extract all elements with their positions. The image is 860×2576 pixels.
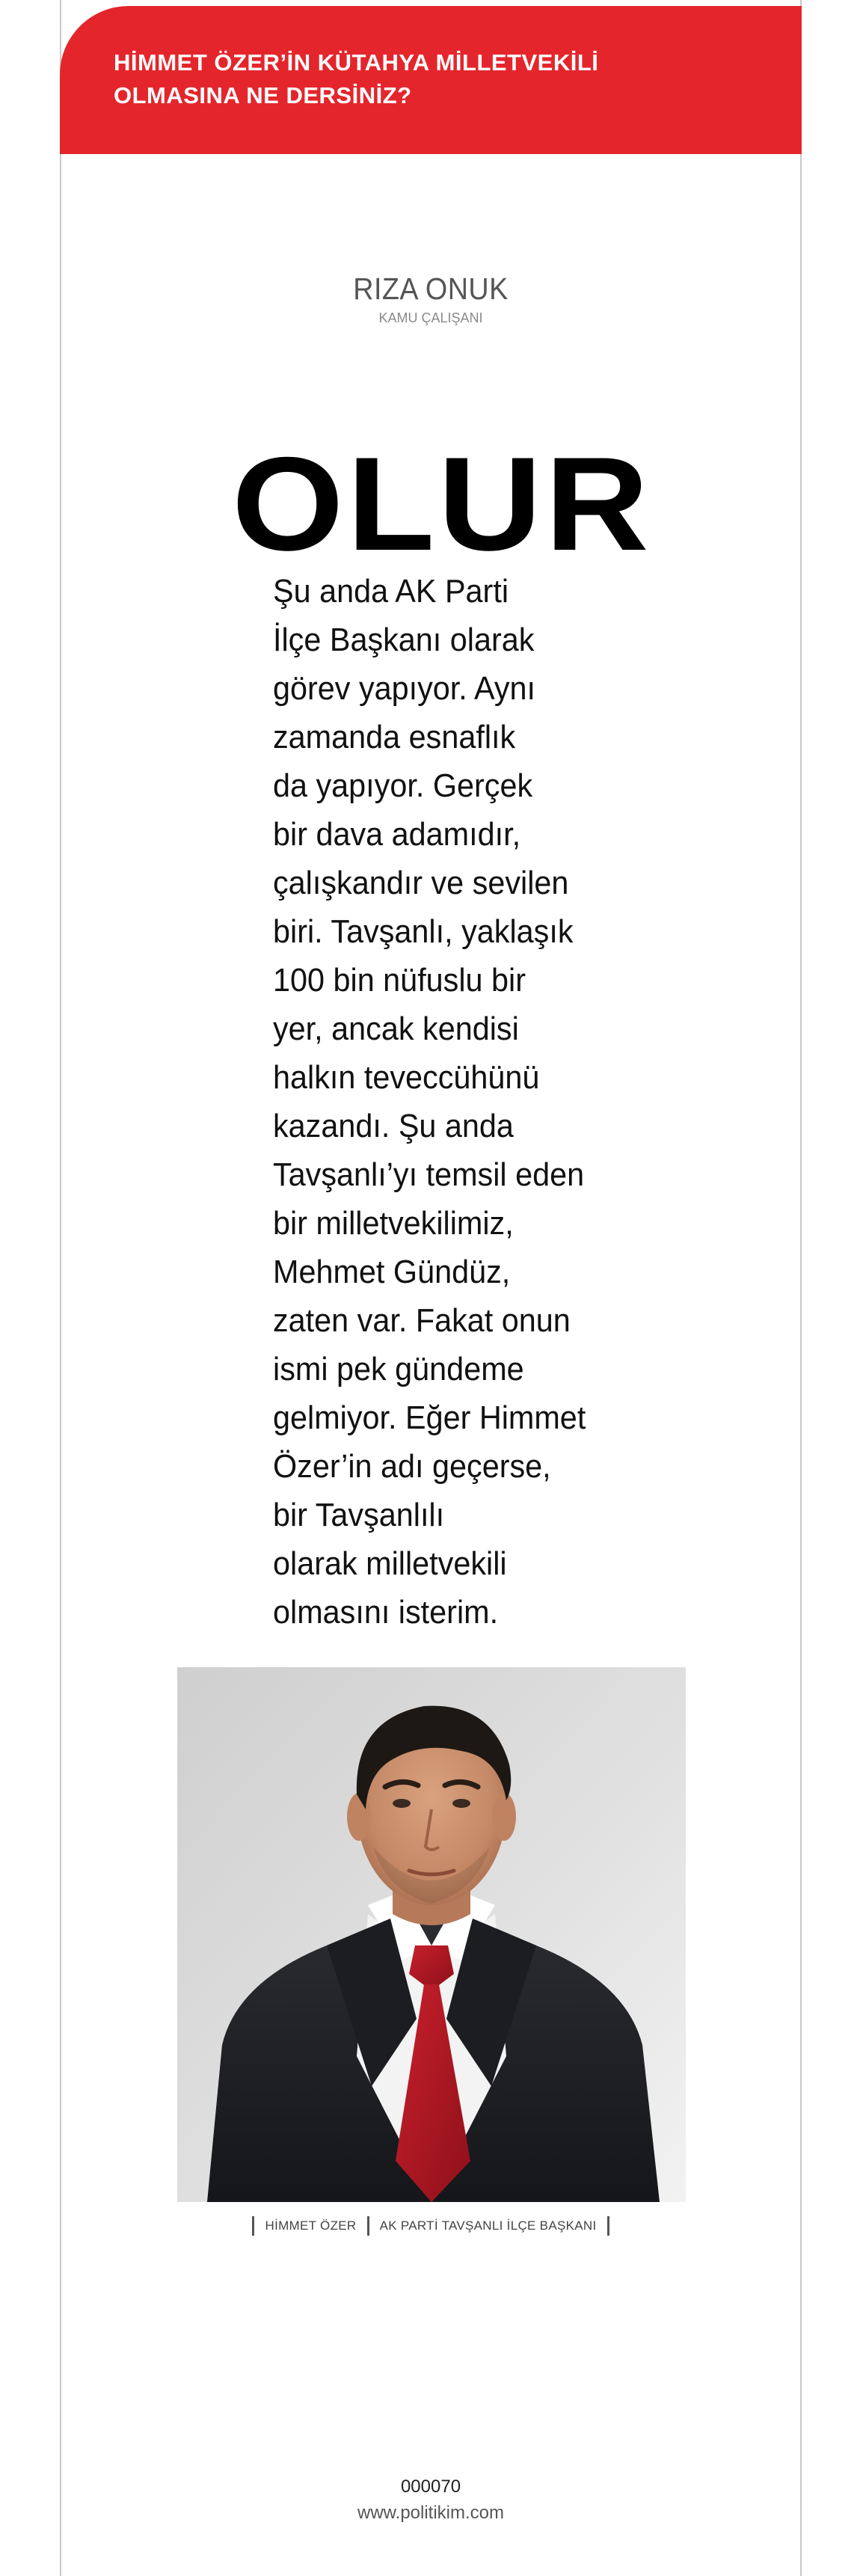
question-header — [60, 6, 802, 154]
question-title: HİMMET ÖZER’İN KÜTAHYA MİLLETVEKİLİ OLMASINA NE DERSİNİZ? — [114, 49, 599, 108]
photo-caption — [61, 2216, 800, 2236]
caption-divider — [367, 2216, 369, 2236]
respondent-name: RIZA ONUK — [353, 272, 509, 306]
caption-name: HİMMET ÖZER — [265, 2218, 357, 2233]
answer-headline: OLUR — [232, 429, 652, 578]
portrait-photo — [177, 1667, 686, 2202]
portrait-illustration — [177, 1667, 686, 2202]
site-url: www.politikim.com — [357, 2503, 505, 2523]
caption-divider — [607, 2216, 609, 2236]
caption-divider — [252, 2216, 254, 2236]
magazine-page — [60, 0, 802, 2576]
respondent-block — [61, 271, 800, 326]
page-footer — [61, 2476, 800, 2525]
answer-body-text: Şu anda AK Parti İlçe Başkanı olarak görev yapıyor. Aynı zamanda esnaflık da yapıyor. Gerçek bir dava adamıdır, çalışkandır ve sevilen biri. Tavşanlı, yaklaşık 100 bin nüfuslu bir yer, ancak kendisi halkın teveccühünü kazandı. Şu anda Tavşanlı’yı temsil eden bir milletvekilimiz, Mehmet Gündüz, zaten var. Fakat onun ismi pek gündeme gelmiyor. Eğer Himmet Özer’in adı geçerse, bir Tavşanlılı olarak milletvekili olmasını isterim. — [273, 573, 586, 1631]
respondent-role: KAMU ÇALIŞANI — [378, 310, 483, 325]
page-number: 000070 — [400, 2477, 461, 2497]
caption-title: AK PARTİ TAVŞANLI İLÇE BAŞKANI — [379, 2218, 597, 2233]
